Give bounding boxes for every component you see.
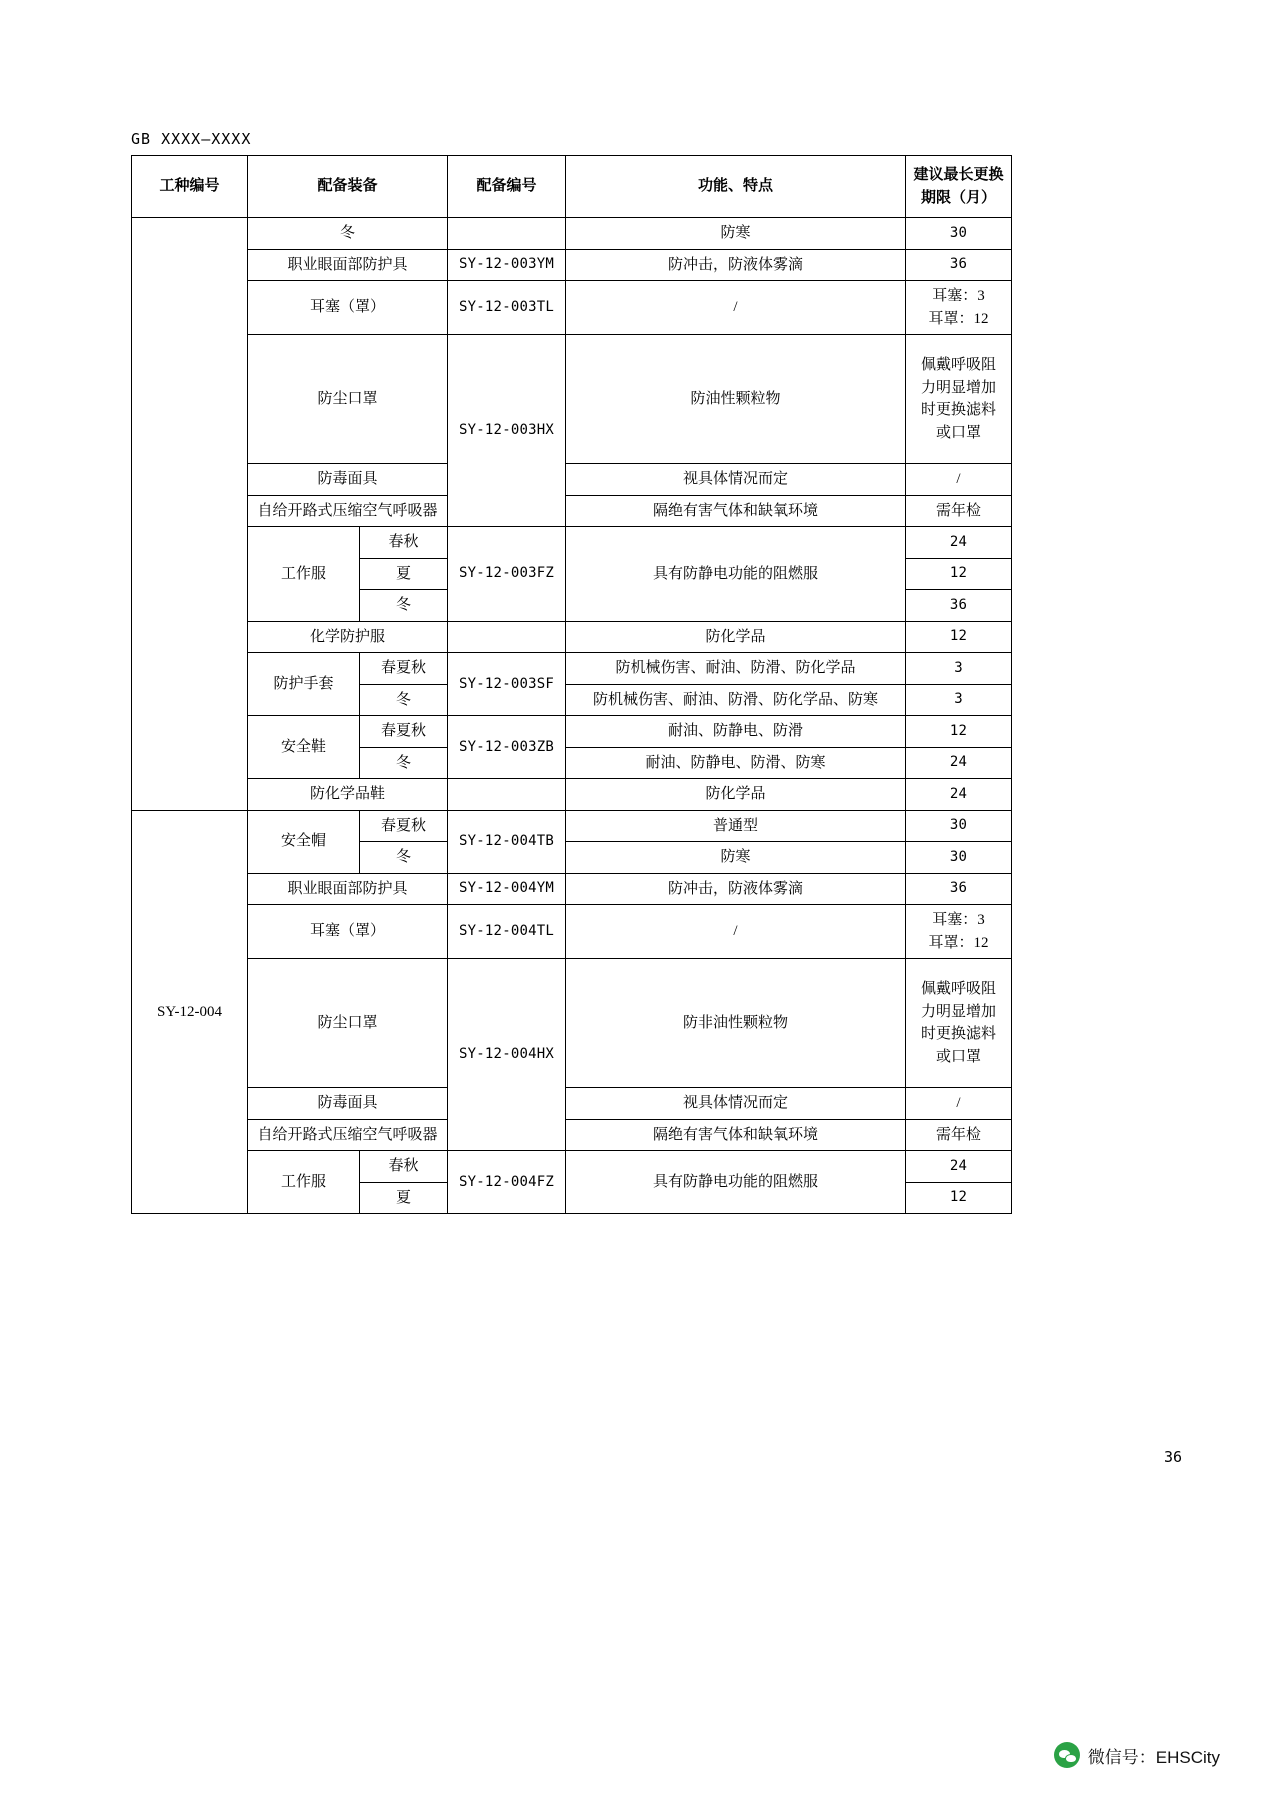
cell-equipment: 防毒面具 xyxy=(248,464,448,496)
cell-period: 36 xyxy=(906,873,1012,905)
cell-equipment: 自给开路式压缩空气呼吸器 xyxy=(248,1119,448,1151)
cell-period: 需年检 xyxy=(906,1119,1012,1151)
cell-equipment-code xyxy=(448,218,566,250)
cell-function: 具有防静电功能的阻燃服 xyxy=(566,1151,906,1214)
cell-function: 防机械伤害、耐油、防滑、防化学品、防寒 xyxy=(566,684,906,716)
cell-equipment-code: SY-12-004HX xyxy=(448,959,566,1151)
cell-equipment-code: SY-12-004FZ xyxy=(448,1151,566,1214)
cell-season: 春秋 xyxy=(360,527,448,559)
cell-period: 24 xyxy=(906,1151,1012,1183)
table-row xyxy=(132,716,1012,748)
cell-period: 36 xyxy=(906,590,1012,622)
cell-period: 佩戴呼吸阻力明显增加时更换滤料或口罩 xyxy=(906,335,1012,464)
cell-function: 防机械伤害、耐油、防滑、防化学品 xyxy=(566,653,906,685)
header-period: 建议最长更换期限（月） xyxy=(906,156,1012,218)
table-row xyxy=(132,1088,1012,1120)
cell-season: 春秋 xyxy=(360,1151,448,1183)
cell-season: 夏 xyxy=(360,1182,448,1214)
table-row xyxy=(132,810,1012,842)
cell-function: 防寒 xyxy=(566,218,906,250)
cell-equipment-code: SY-12-004YM xyxy=(448,873,566,905)
table-row xyxy=(132,873,1012,905)
cell-period: 12 xyxy=(906,558,1012,590)
cell-period: 3 xyxy=(906,684,1012,716)
cell-period: 30 xyxy=(906,810,1012,842)
cell-period: 12 xyxy=(906,716,1012,748)
cell-season: 冬 xyxy=(360,842,448,874)
cell-equipment: 防化学品鞋 xyxy=(248,779,448,811)
table-row xyxy=(132,495,1012,527)
cell-equipment: 防毒面具 xyxy=(248,1088,448,1120)
cell-function: 隔绝有害气体和缺氧环境 xyxy=(566,495,906,527)
wechat-watermark xyxy=(1054,1742,1220,1768)
cell-function: 防冲击，防液体雾滴 xyxy=(566,873,906,905)
cell-equipment: 化学防护服 xyxy=(248,621,448,653)
cell-function: 具有防静电功能的阻燃服 xyxy=(566,527,906,622)
cell-period: 12 xyxy=(906,1182,1012,1214)
cell-job-code-group-2: SY-12-004 xyxy=(132,810,248,1214)
cell-season: 冬 xyxy=(360,684,448,716)
cell-equipment: 防尘口罩 xyxy=(248,959,448,1088)
cell-period: 30 xyxy=(906,842,1012,874)
period-line-earplug: 耳塞：3 xyxy=(932,912,985,928)
table-row xyxy=(132,281,1012,335)
cell-season: 春夏秋 xyxy=(360,653,448,685)
cell-function: 普通型 xyxy=(566,810,906,842)
cell-period: 佩戴呼吸阻力明显增加时更换滤料或口罩 xyxy=(906,959,1012,1088)
ppe-allocation-table xyxy=(131,155,1012,1214)
cell-equipment: 工作服 xyxy=(248,1151,360,1214)
cell-equipment: 防护手套 xyxy=(248,653,360,716)
header-equipment-code: 配备编号 xyxy=(448,156,566,218)
wechat-label: 微信号：EHSCity xyxy=(1087,1747,1220,1767)
cell-function: 隔绝有害气体和缺氧环境 xyxy=(566,1119,906,1151)
cell-equipment: 工作服 xyxy=(248,527,360,622)
cell-period: 12 xyxy=(906,621,1012,653)
cell-equipment-code: SY-12-003HX xyxy=(448,335,566,527)
cell-period: / xyxy=(906,464,1012,496)
cell-period: / xyxy=(906,1088,1012,1120)
table-row xyxy=(132,527,1012,559)
cell-function: / xyxy=(566,905,906,959)
cell-job-code-group-1 xyxy=(132,218,248,811)
cell-function: 防非油性颗粒物 xyxy=(566,959,906,1088)
cell-period xyxy=(906,905,1012,959)
period-line-earplug: 耳塞：3 xyxy=(932,288,985,304)
cell-season: 冬 xyxy=(248,218,448,250)
cell-period: 需年检 xyxy=(906,495,1012,527)
cell-equipment: 自给开路式压缩空气呼吸器 xyxy=(248,495,448,527)
table-row xyxy=(132,621,1012,653)
cell-period: 24 xyxy=(906,527,1012,559)
cell-equipment: 安全帽 xyxy=(248,810,360,873)
cell-equipment: 耳塞（罩） xyxy=(248,281,448,335)
cell-function: / xyxy=(566,281,906,335)
cell-equipment: 耳塞（罩） xyxy=(248,905,448,959)
table-row xyxy=(132,218,1012,250)
cell-function: 防油性颗粒物 xyxy=(566,335,906,464)
period-line-earmuff: 耳罩：12 xyxy=(928,934,989,951)
table-row xyxy=(132,905,1012,959)
cell-equipment: 防尘口罩 xyxy=(248,335,448,464)
cell-equipment-code: SY-12-003FZ xyxy=(448,527,566,622)
cell-equipment-code: SY-12-004TL xyxy=(448,905,566,959)
table-row xyxy=(132,249,1012,281)
cell-equipment-code: SY-12-004TB xyxy=(448,810,566,873)
table-row xyxy=(132,653,1012,685)
table-row xyxy=(132,335,1012,464)
cell-equipment: 职业眼面部防护具 xyxy=(248,873,448,905)
table-header-row xyxy=(132,156,1012,218)
table-row xyxy=(132,779,1012,811)
cell-function: 耐油、防静电、防滑、防寒 xyxy=(566,747,906,779)
cell-period xyxy=(906,281,1012,335)
cell-function: 视具体情况而定 xyxy=(566,464,906,496)
wechat-icon xyxy=(1054,1742,1080,1768)
header-function: 功能、特点 xyxy=(566,156,906,218)
header-equipment: 配备装备 xyxy=(248,156,448,218)
cell-equipment-code xyxy=(448,621,566,653)
table-row xyxy=(132,1151,1012,1183)
cell-season: 冬 xyxy=(360,747,448,779)
cell-function: 耐油、防静电、防滑 xyxy=(566,716,906,748)
page-number: 36 xyxy=(1163,1448,1182,1466)
cell-equipment-code: SY-12-003TL xyxy=(448,281,566,335)
cell-season: 春夏秋 xyxy=(360,716,448,748)
cell-equipment-code xyxy=(448,779,566,811)
cell-equipment: 安全鞋 xyxy=(248,716,360,779)
cell-function: 防寒 xyxy=(566,842,906,874)
cell-equipment-code: SY-12-003YM xyxy=(448,249,566,281)
header-job-code: 工种编号 xyxy=(132,156,248,218)
cell-period: 24 xyxy=(906,779,1012,811)
table-row xyxy=(132,464,1012,496)
table-row xyxy=(132,959,1012,1088)
cell-function: 视具体情况而定 xyxy=(566,1088,906,1120)
cell-season: 夏 xyxy=(360,558,448,590)
cell-function: 防冲击，防液体雾滴 xyxy=(566,249,906,281)
cell-function: 防化学品 xyxy=(566,779,906,811)
period-line-earmuff: 耳罩：12 xyxy=(928,310,989,327)
cell-period: 30 xyxy=(906,218,1012,250)
cell-period: 24 xyxy=(906,747,1012,779)
cell-season: 春夏秋 xyxy=(360,810,448,842)
cell-season: 冬 xyxy=(360,590,448,622)
cell-equipment-code: SY-12-003ZB xyxy=(448,716,566,779)
cell-period: 36 xyxy=(906,249,1012,281)
table-row xyxy=(132,1119,1012,1151)
cell-equipment: 职业眼面部防护具 xyxy=(248,249,448,281)
cell-function: 防化学品 xyxy=(566,621,906,653)
cell-equipment-code: SY-12-003SF xyxy=(448,653,566,716)
standard-code-header: GB XXXX—XXXX xyxy=(131,130,252,148)
cell-period: 3 xyxy=(906,653,1012,685)
